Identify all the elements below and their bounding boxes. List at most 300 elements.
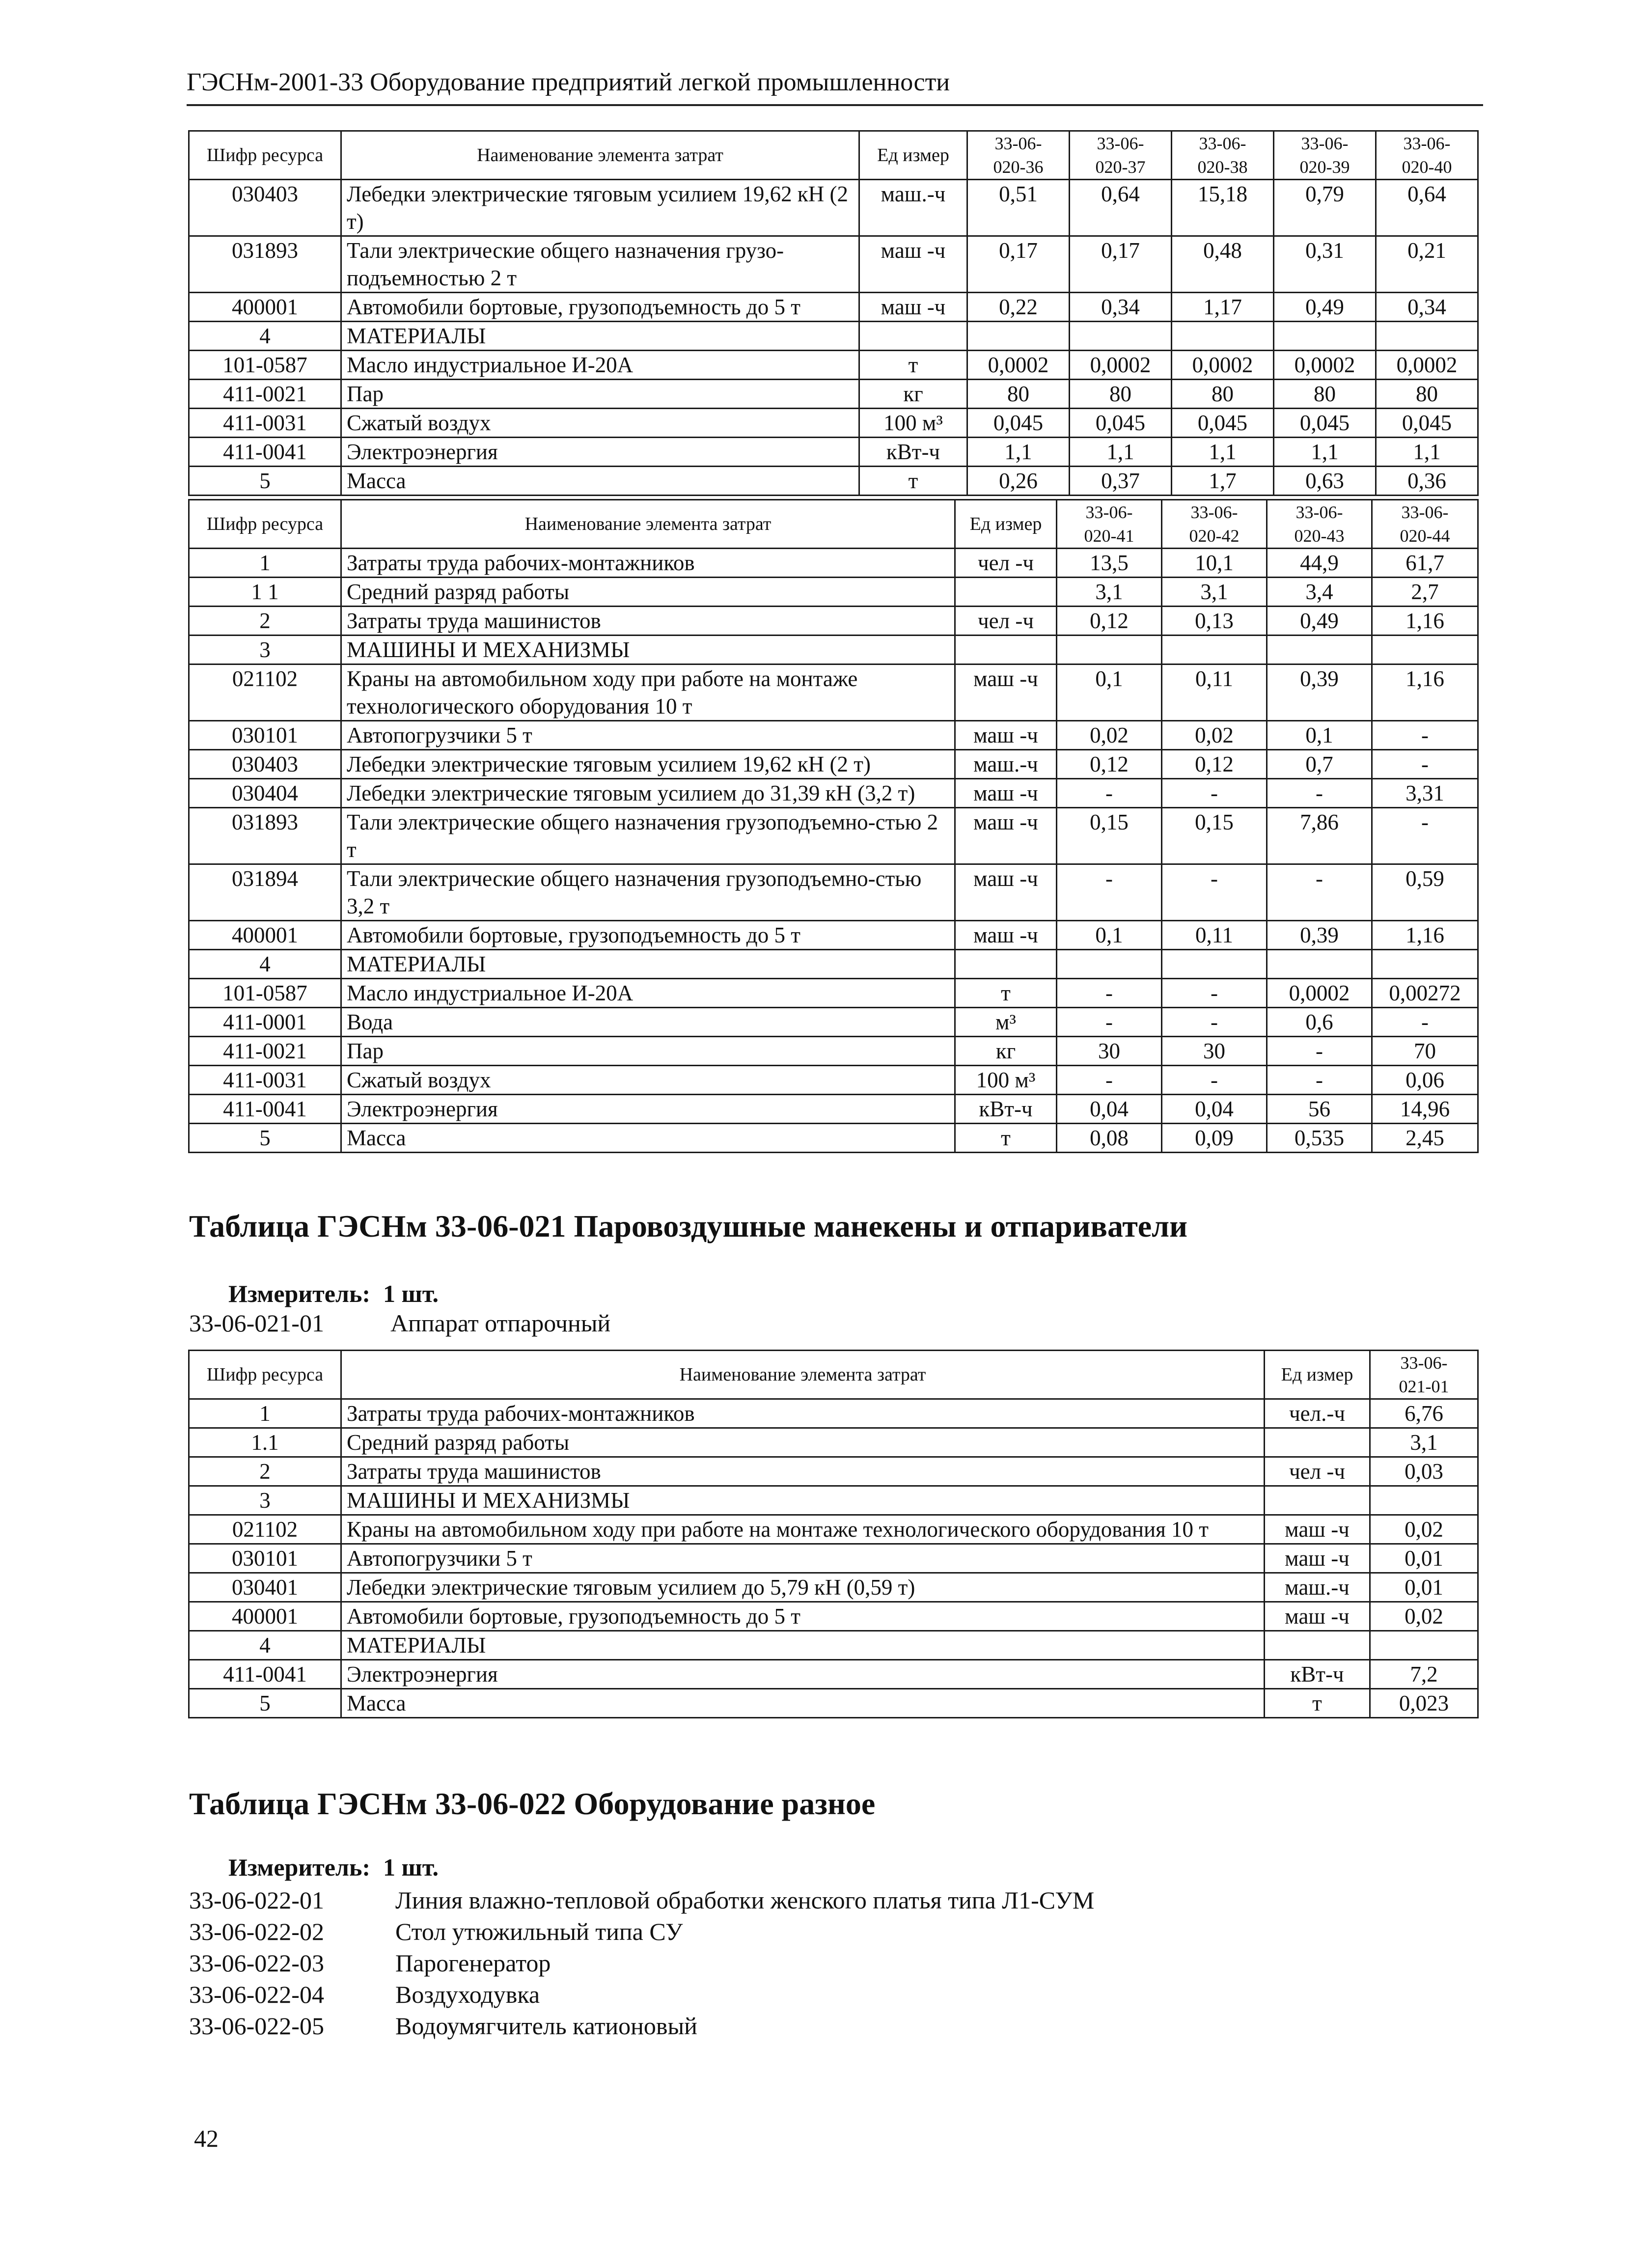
table-row [189, 322, 1478, 351]
cell-value [1274, 322, 1376, 351]
table-row [189, 1631, 1478, 1660]
cell-unit: маш -ч [955, 664, 1057, 721]
cell-value: 0,1 [1267, 721, 1372, 750]
cell-name: МАШИНЫ И МЕХАНИЗМЫ [341, 636, 955, 664]
cell-value: 0,12 [1057, 750, 1162, 779]
cell-code: 030403 [189, 180, 341, 236]
cell-value [1162, 950, 1267, 979]
cell-unit: маш.-ч [955, 750, 1057, 779]
cell-value: 0,1 [1057, 921, 1162, 950]
cell-code: 030401 [189, 1573, 341, 1602]
cell-value: 0,21 [1376, 236, 1478, 293]
cell-value: 1,1 [1274, 438, 1376, 467]
cell-unit [955, 636, 1057, 664]
item-text: Парогенератор [395, 1949, 551, 1977]
cell-value: 80 [1172, 380, 1274, 409]
table-row [189, 1486, 1478, 1515]
cell-value: 0,0002 [1274, 351, 1376, 380]
item-text: Воздуходувка [395, 1981, 540, 2008]
cell-code: 411-0021 [189, 1037, 341, 1066]
cell-code: 021102 [189, 1515, 341, 1544]
cell-unit: маш -ч [1265, 1602, 1370, 1631]
cell-name: Пар [341, 380, 859, 409]
cell-code: 031894 [189, 864, 341, 921]
list-item [189, 1980, 540, 2009]
cell-value: 0,1 [1057, 664, 1162, 721]
cell-unit [1265, 1486, 1370, 1515]
cell-code: 411-0001 [189, 1008, 341, 1037]
cell-value: - [1162, 864, 1267, 921]
cell-name: Лебедки электрические тяговым усилием до 31,39 кН (3,2 т) [341, 779, 955, 808]
cell-name: Масса [341, 1689, 1265, 1718]
cell-value [1172, 322, 1274, 351]
cell-value: 80 [1274, 380, 1376, 409]
cell-value: 0,64 [1070, 180, 1172, 236]
cell-value [1372, 950, 1478, 979]
header-name: Наименование элемента затрат [341, 1351, 1265, 1399]
cell-value: 0,045 [1274, 409, 1376, 438]
cell-value: 70 [1372, 1037, 1478, 1066]
cell-value: 0,02 [1370, 1515, 1478, 1544]
cell-name: Электроэнергия [341, 1660, 1265, 1689]
cell-name: Средний разряд работы [341, 1428, 1265, 1457]
cell-value: 0,01 [1370, 1573, 1478, 1602]
cell-unit: маш -ч [1265, 1515, 1370, 1544]
cell-code: 3 [189, 636, 341, 664]
cell-value: - [1057, 779, 1162, 808]
item-text: Аппарат отпарочный [390, 1309, 611, 1337]
cell-value: 0,48 [1172, 236, 1274, 293]
cell-value: - [1057, 864, 1162, 921]
table-row [189, 636, 1478, 664]
cell-value: 1,16 [1372, 921, 1478, 950]
cell-value: 0,00272 [1372, 979, 1478, 1008]
measure-label: Измеритель: [228, 1853, 371, 1881]
cell-value [1057, 950, 1162, 979]
list-item [189, 1886, 1094, 1914]
cell-value: - [1372, 721, 1478, 750]
table-row [189, 578, 1478, 607]
table-row [189, 1689, 1478, 1718]
cell-code: 1 1 [189, 578, 341, 607]
cell-value: 0,0002 [1070, 351, 1172, 380]
cell-value: 44,9 [1267, 549, 1372, 578]
table-row [189, 1066, 1478, 1095]
cell-code: 4 [189, 1631, 341, 1660]
measure-value: 1 шт. [383, 1853, 439, 1881]
cell-value: 0,08 [1057, 1124, 1162, 1153]
cell-name: Затраты труда машинистов [341, 1457, 1265, 1486]
cell-value: 15,18 [1172, 180, 1274, 236]
cell-value: 0,01 [1370, 1544, 1478, 1573]
cell-unit [859, 322, 967, 351]
table-row [189, 721, 1478, 750]
table-row [189, 438, 1478, 467]
measure-021 [228, 1279, 451, 1308]
running-header: ГЭСНм-2001-33 Оборудование предприятий легкой промышленности [187, 68, 950, 96]
header-col: 33-06- 020-43 [1267, 500, 1372, 549]
cell-value: 56 [1267, 1095, 1372, 1124]
cell-unit: кг [859, 380, 967, 409]
table-row [189, 1457, 1478, 1486]
table-row [189, 1515, 1478, 1544]
cell-code: 411-0041 [189, 1095, 341, 1124]
header-unit: Ед измер [1265, 1351, 1370, 1399]
cell-name: Лебедки электрические тяговым усилием до 5,79 кН (0,59 т) [341, 1573, 1265, 1602]
header-col: 33-06- 020-44 [1372, 500, 1478, 549]
header-col: 33-06- 020-37 [1070, 131, 1172, 180]
cell-value: 80 [1070, 380, 1172, 409]
cell-value: 1,16 [1372, 664, 1478, 721]
cell-value: - [1372, 750, 1478, 779]
cell-value: 0,15 [1162, 808, 1267, 864]
cell-value: 30 [1057, 1037, 1162, 1066]
cell-value: 0,26 [967, 467, 1070, 496]
cell-unit: т [955, 1124, 1057, 1153]
cell-value: 3,1 [1370, 1428, 1478, 1457]
header-code: Шифр ресурса [189, 131, 341, 180]
header-col: 33-06- 020-42 [1162, 500, 1267, 549]
cell-unit: маш -ч [955, 921, 1057, 950]
item-text: Водоумягчитель катионовый [395, 2012, 697, 2040]
cell-value: - [1162, 779, 1267, 808]
cell-value: 0,7 [1267, 750, 1372, 779]
cell-value: 0,51 [967, 180, 1070, 236]
cell-unit: кВт-ч [955, 1095, 1057, 1124]
header-col: 33-06- 020-38 [1172, 131, 1274, 180]
cell-value: - [1372, 808, 1478, 864]
cell-code: 101-0587 [189, 979, 341, 1008]
cell-code: 031893 [189, 808, 341, 864]
cell-value [1267, 950, 1372, 979]
cell-unit [1265, 1428, 1370, 1457]
cell-unit: кг [955, 1037, 1057, 1066]
cell-name: Вода [341, 1008, 955, 1037]
cell-unit: т [859, 351, 967, 380]
cell-value: 0,045 [1376, 409, 1478, 438]
cell-value: - [1057, 979, 1162, 1008]
table-body [189, 1399, 1478, 1718]
cell-unit: маш.-ч [1265, 1573, 1370, 1602]
cell-code: 2 [189, 607, 341, 636]
cell-value: 0,12 [1162, 750, 1267, 779]
cell-unit [955, 950, 1057, 979]
cell-unit: маш -ч [955, 808, 1057, 864]
cell-code: 411-0021 [189, 380, 341, 409]
cell-value: 1,1 [1376, 438, 1478, 467]
table-row [189, 1660, 1478, 1689]
resource-table-020-41-44 [188, 499, 1479, 1153]
table-row [189, 236, 1478, 293]
cell-value: - [1267, 779, 1372, 808]
cell-value: 0,39 [1267, 921, 1372, 950]
header-code: Шифр ресурса [189, 1351, 341, 1399]
cell-value [1162, 636, 1267, 664]
cell-unit: маш -ч [859, 293, 967, 322]
header-col: 33-06- 020-36 [967, 131, 1070, 180]
list-item [189, 2012, 697, 2040]
cell-code: 030101 [189, 1544, 341, 1573]
cell-unit: маш -ч [955, 779, 1057, 808]
cell-code: 030404 [189, 779, 341, 808]
cell-name: Электроэнергия [341, 1095, 955, 1124]
table-row [189, 750, 1478, 779]
cell-unit: маш -ч [859, 236, 967, 293]
cell-value: 0,045 [1172, 409, 1274, 438]
cell-unit: маш -ч [955, 864, 1057, 921]
header-rule [187, 104, 1483, 106]
cell-code: 030403 [189, 750, 341, 779]
cell-code: 5 [189, 467, 341, 496]
cell-code: 400001 [189, 921, 341, 950]
cell-value: 0,0002 [1172, 351, 1274, 380]
cell-value: 0,02 [1370, 1602, 1478, 1631]
table-row [189, 180, 1478, 236]
header-code: Шифр ресурса [189, 500, 341, 549]
table-row [189, 1095, 1478, 1124]
cell-name: Автомобили бортовые, грузоподъемность до 5 т [341, 1602, 1265, 1631]
cell-name: Лебедки электрические тяговым усилием 19,62 кН (2 т) [341, 750, 955, 779]
cell-value: 0,04 [1057, 1095, 1162, 1124]
header-col: 33-06- 020-41 [1057, 500, 1162, 549]
cell-value: 14,96 [1372, 1095, 1478, 1124]
cell-name: Затраты труда машинистов [341, 607, 955, 636]
cell-value [1267, 636, 1372, 664]
cell-code: 030101 [189, 721, 341, 750]
table-row [189, 1602, 1478, 1631]
cell-value: 0,6 [1267, 1008, 1372, 1037]
cell-value: 1,7 [1172, 467, 1274, 496]
table-row [189, 1428, 1478, 1457]
cell-value: 0,11 [1162, 921, 1267, 950]
cell-unit: маш.-ч [859, 180, 967, 236]
cell-value: 0,12 [1057, 607, 1162, 636]
cell-value: 80 [967, 380, 1070, 409]
cell-value: 0,535 [1267, 1124, 1372, 1153]
cell-value [967, 322, 1070, 351]
cell-name: Лебедки электрические тяговым усилием 19,62 кН (2 т) [341, 180, 859, 236]
cell-unit [1265, 1631, 1370, 1660]
cell-unit: маш -ч [955, 721, 1057, 750]
cell-value: 80 [1376, 380, 1478, 409]
cell-value: 1,1 [967, 438, 1070, 467]
cell-name: МАТЕРИАЛЫ [341, 950, 955, 979]
item-text: Стол утюжильный типа СУ [395, 1918, 683, 1945]
cell-unit: кВт-ч [859, 438, 967, 467]
table-row [189, 1399, 1478, 1428]
cell-name: Краны на автомобильном ходу при работе на монтаже технологического оборудования 10 т [341, 664, 955, 721]
cell-value: - [1267, 864, 1372, 921]
header-unit: Ед измер [859, 131, 967, 180]
cell-value: 0,023 [1370, 1689, 1478, 1718]
cell-value: 0,09 [1162, 1124, 1267, 1153]
cell-value: 0,34 [1376, 293, 1478, 322]
cell-value: 3,4 [1267, 578, 1372, 607]
cell-value: 0,02 [1057, 721, 1162, 750]
cell-value: 61,7 [1372, 549, 1478, 578]
cell-value [1372, 636, 1478, 664]
cell-value: 0,0002 [967, 351, 1070, 380]
header-col: 33-06- 020-40 [1376, 131, 1478, 180]
cell-value: 0,045 [967, 409, 1070, 438]
cell-name: Пар [341, 1037, 955, 1066]
header-unit: Ед измер [955, 500, 1057, 549]
cell-code: 411-0041 [189, 1660, 341, 1689]
cell-value: 1,16 [1372, 607, 1478, 636]
cell-name: Тали электрические общего назначения грузоподъемно-стью 3,2 т [341, 864, 955, 921]
table-body [189, 180, 1478, 496]
table-row [189, 467, 1478, 496]
cell-value: 2,7 [1372, 578, 1478, 607]
table-title-021: Таблица ГЭСНм 33-06-021 Паровоздушные манекены и отпариватели [189, 1209, 1187, 1244]
table-row [189, 1008, 1478, 1037]
cell-value: 1,17 [1172, 293, 1274, 322]
cell-name: Краны на автомобильном ходу при работе на монтаже технологического оборудования 10 т [341, 1515, 1265, 1544]
cell-value: 13,5 [1057, 549, 1162, 578]
cell-value: 0,34 [1070, 293, 1172, 322]
measure-label: Измеритель: [228, 1280, 371, 1307]
table-row [189, 1573, 1478, 1602]
table-row [189, 808, 1478, 864]
cell-value: 7,2 [1370, 1660, 1478, 1689]
cell-name: Электроэнергия [341, 438, 859, 467]
cell-value: 0,36 [1376, 467, 1478, 496]
cell-value: 0,37 [1070, 467, 1172, 496]
table-row [189, 351, 1478, 380]
cell-name: Сжатый воздух [341, 1066, 955, 1095]
cell-name: Автопогрузчики 5 т [341, 1544, 1265, 1573]
table-row [189, 664, 1478, 721]
cell-name: Сжатый воздух [341, 409, 859, 438]
cell-value: - [1162, 1066, 1267, 1095]
table-row [189, 779, 1478, 808]
cell-name: Затраты труда рабочих-монтажников [341, 549, 955, 578]
list-item [189, 1309, 610, 1337]
table-row [189, 950, 1478, 979]
cell-name: Масло индустриальное И-20А [341, 351, 859, 380]
cell-name: Автомобили бортовые, грузоподъемность до 5 т [341, 293, 859, 322]
cell-code: 4 [189, 950, 341, 979]
cell-unit: чел.-ч [1265, 1399, 1370, 1428]
table-header-row [189, 131, 1478, 180]
cell-name: Затраты труда рабочих-монтажников [341, 1399, 1265, 1428]
table-row [189, 607, 1478, 636]
cell-value: 0,39 [1267, 664, 1372, 721]
cell-value [1057, 636, 1162, 664]
cell-code: 3 [189, 1486, 341, 1515]
cell-value: 0,0002 [1376, 351, 1478, 380]
cell-value: - [1057, 1008, 1162, 1037]
cell-value: 7,86 [1267, 808, 1372, 864]
cell-name: Тали электрические общего назначения грузоподъемно-стью 2 т [341, 808, 955, 864]
cell-code: 411-0041 [189, 438, 341, 467]
cell-code: 2 [189, 1457, 341, 1486]
cell-value: 0,17 [967, 236, 1070, 293]
measure-022 [228, 1853, 451, 1881]
cell-value: 0,15 [1057, 808, 1162, 864]
table-row [189, 549, 1478, 578]
cell-unit: т [1265, 1689, 1370, 1718]
cell-value [1370, 1631, 1478, 1660]
cell-value: 0,63 [1274, 467, 1376, 496]
list-item [189, 1917, 683, 1946]
cell-value: 6,76 [1370, 1399, 1478, 1428]
cell-code: 411-0031 [189, 1066, 341, 1095]
cell-value: 2,45 [1372, 1124, 1478, 1153]
table-body [189, 549, 1478, 1153]
cell-value: 1,1 [1172, 438, 1274, 467]
cell-code: 1 [189, 549, 341, 578]
cell-value: 0,02 [1162, 721, 1267, 750]
cell-unit: 100 м³ [955, 1066, 1057, 1095]
cell-value: 0,11 [1162, 664, 1267, 721]
item-code: 33-06-022-03 [189, 1949, 324, 1977]
measure-value: 1 шт. [383, 1280, 439, 1307]
cell-value: - [1162, 1008, 1267, 1037]
cell-value: - [1162, 979, 1267, 1008]
cell-value: 0,22 [967, 293, 1070, 322]
cell-value: 3,31 [1372, 779, 1478, 808]
cell-value: 0,06 [1372, 1066, 1478, 1095]
table-row [189, 409, 1478, 438]
cell-value: 0,04 [1162, 1095, 1267, 1124]
table-header-row [189, 500, 1478, 549]
cell-unit: т [859, 467, 967, 496]
table-row [189, 380, 1478, 409]
cell-value: 0,03 [1370, 1457, 1478, 1486]
cell-code: 1 [189, 1399, 341, 1428]
cell-unit: чел -ч [1265, 1457, 1370, 1486]
cell-value: 0,64 [1376, 180, 1478, 236]
cell-name: Автомобили бортовые, грузоподъемность до 5 т [341, 921, 955, 950]
cell-value: 3,1 [1162, 578, 1267, 607]
item-code: 33-06-022-04 [189, 1981, 324, 2008]
cell-value: 10,1 [1162, 549, 1267, 578]
item-code: 33-06-022-01 [189, 1886, 324, 1914]
cell-value: - [1057, 1066, 1162, 1095]
table-header-row [189, 1351, 1478, 1399]
cell-unit [955, 578, 1057, 607]
cell-code: 101-0587 [189, 351, 341, 380]
cell-value: 0,045 [1070, 409, 1172, 438]
cell-name: Автопогрузчики 5 т [341, 721, 955, 750]
table-row [189, 921, 1478, 950]
cell-code: 5 [189, 1124, 341, 1153]
item-code: 33-06-022-02 [189, 1918, 324, 1945]
table-row [189, 293, 1478, 322]
cell-unit: 100 м³ [859, 409, 967, 438]
resource-table-020-36-40 [188, 130, 1479, 496]
cell-code: 5 [189, 1689, 341, 1718]
cell-value [1070, 322, 1172, 351]
cell-name: МАШИНЫ И МЕХАНИЗМЫ [341, 1486, 1265, 1515]
resource-table-021-01 [188, 1350, 1479, 1718]
cell-name: Масса [341, 467, 859, 496]
header-name: Наименование элемента затрат [341, 500, 955, 549]
cell-value: 0,79 [1274, 180, 1376, 236]
cell-code: 021102 [189, 664, 341, 721]
cell-code: 400001 [189, 293, 341, 322]
cell-value: 1,1 [1070, 438, 1172, 467]
cell-value: 0,59 [1372, 864, 1478, 921]
cell-value: 0,31 [1274, 236, 1376, 293]
cell-code: 400001 [189, 1602, 341, 1631]
cell-name: МАТЕРИАЛЫ [341, 322, 859, 351]
cell-value: 0,13 [1162, 607, 1267, 636]
cell-value: 0,49 [1267, 607, 1372, 636]
header-col: 33-06- 021-01 [1370, 1351, 1478, 1399]
cell-unit: кВт-ч [1265, 1660, 1370, 1689]
